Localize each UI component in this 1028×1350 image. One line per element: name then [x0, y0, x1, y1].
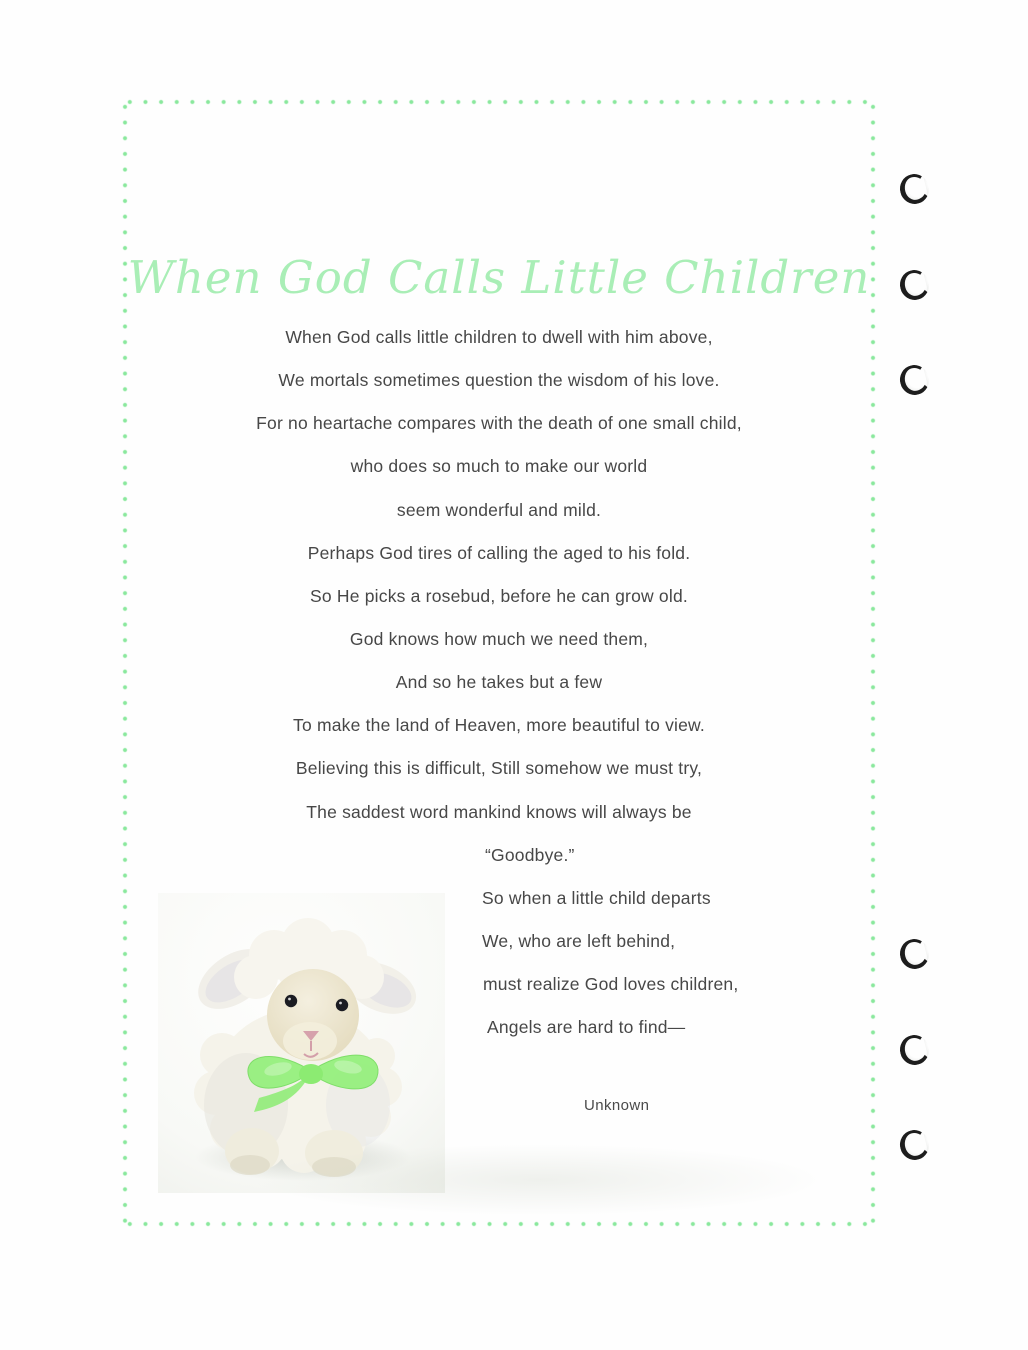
binder-ring [897, 362, 932, 398]
poem-line: seem wonderful and mild. [396, 499, 602, 520]
poem-line: Believing this is difficult, Still somehow we must try, [295, 758, 703, 779]
attribution: Unknown [584, 1097, 650, 1114]
poem-line: “Goodbye.” [485, 844, 575, 865]
dotted-border-bottom [122, 1221, 876, 1227]
poem-line: When God calls little children to dwell with him above, [285, 327, 713, 347]
poem-line: For no heartache compares with the death of one small child, [256, 413, 742, 434]
dotted-border-top [122, 99, 876, 105]
poem-line: Perhaps God tires of calling the aged to his fold. [307, 542, 691, 563]
poem-line: must realize God loves children, [483, 974, 739, 995]
binder-ring [897, 171, 932, 207]
poem-line: And so he takes but a few [395, 672, 603, 693]
page-title: When God Calls Little Children [127, 251, 871, 305]
binder-ring [897, 1032, 932, 1068]
binder-ring [897, 936, 932, 972]
poem-line: So He picks a rosebud, before he can grow old. [310, 585, 688, 606]
poem-line: So when a little child departs [482, 887, 711, 908]
poem-line: who does so much to make our world [350, 456, 648, 477]
poem-line: Angels are hard to find— [487, 1017, 686, 1038]
poem-line: We mortals sometimes question the wisdom of his love. [278, 370, 720, 391]
plush-lamb-photo [158, 893, 445, 1193]
poem-line: God knows how much we need them, [349, 628, 649, 649]
poem-line: The saddest word mankind knows will always be [306, 801, 692, 822]
plush-lamb-image [158, 893, 445, 1193]
binder-ring [897, 267, 932, 303]
poem-line: We, who are left behind, [482, 930, 676, 951]
poem-line: To make the land of Heaven, more beautiful to view. [293, 715, 705, 736]
binder-ring [897, 1127, 932, 1163]
